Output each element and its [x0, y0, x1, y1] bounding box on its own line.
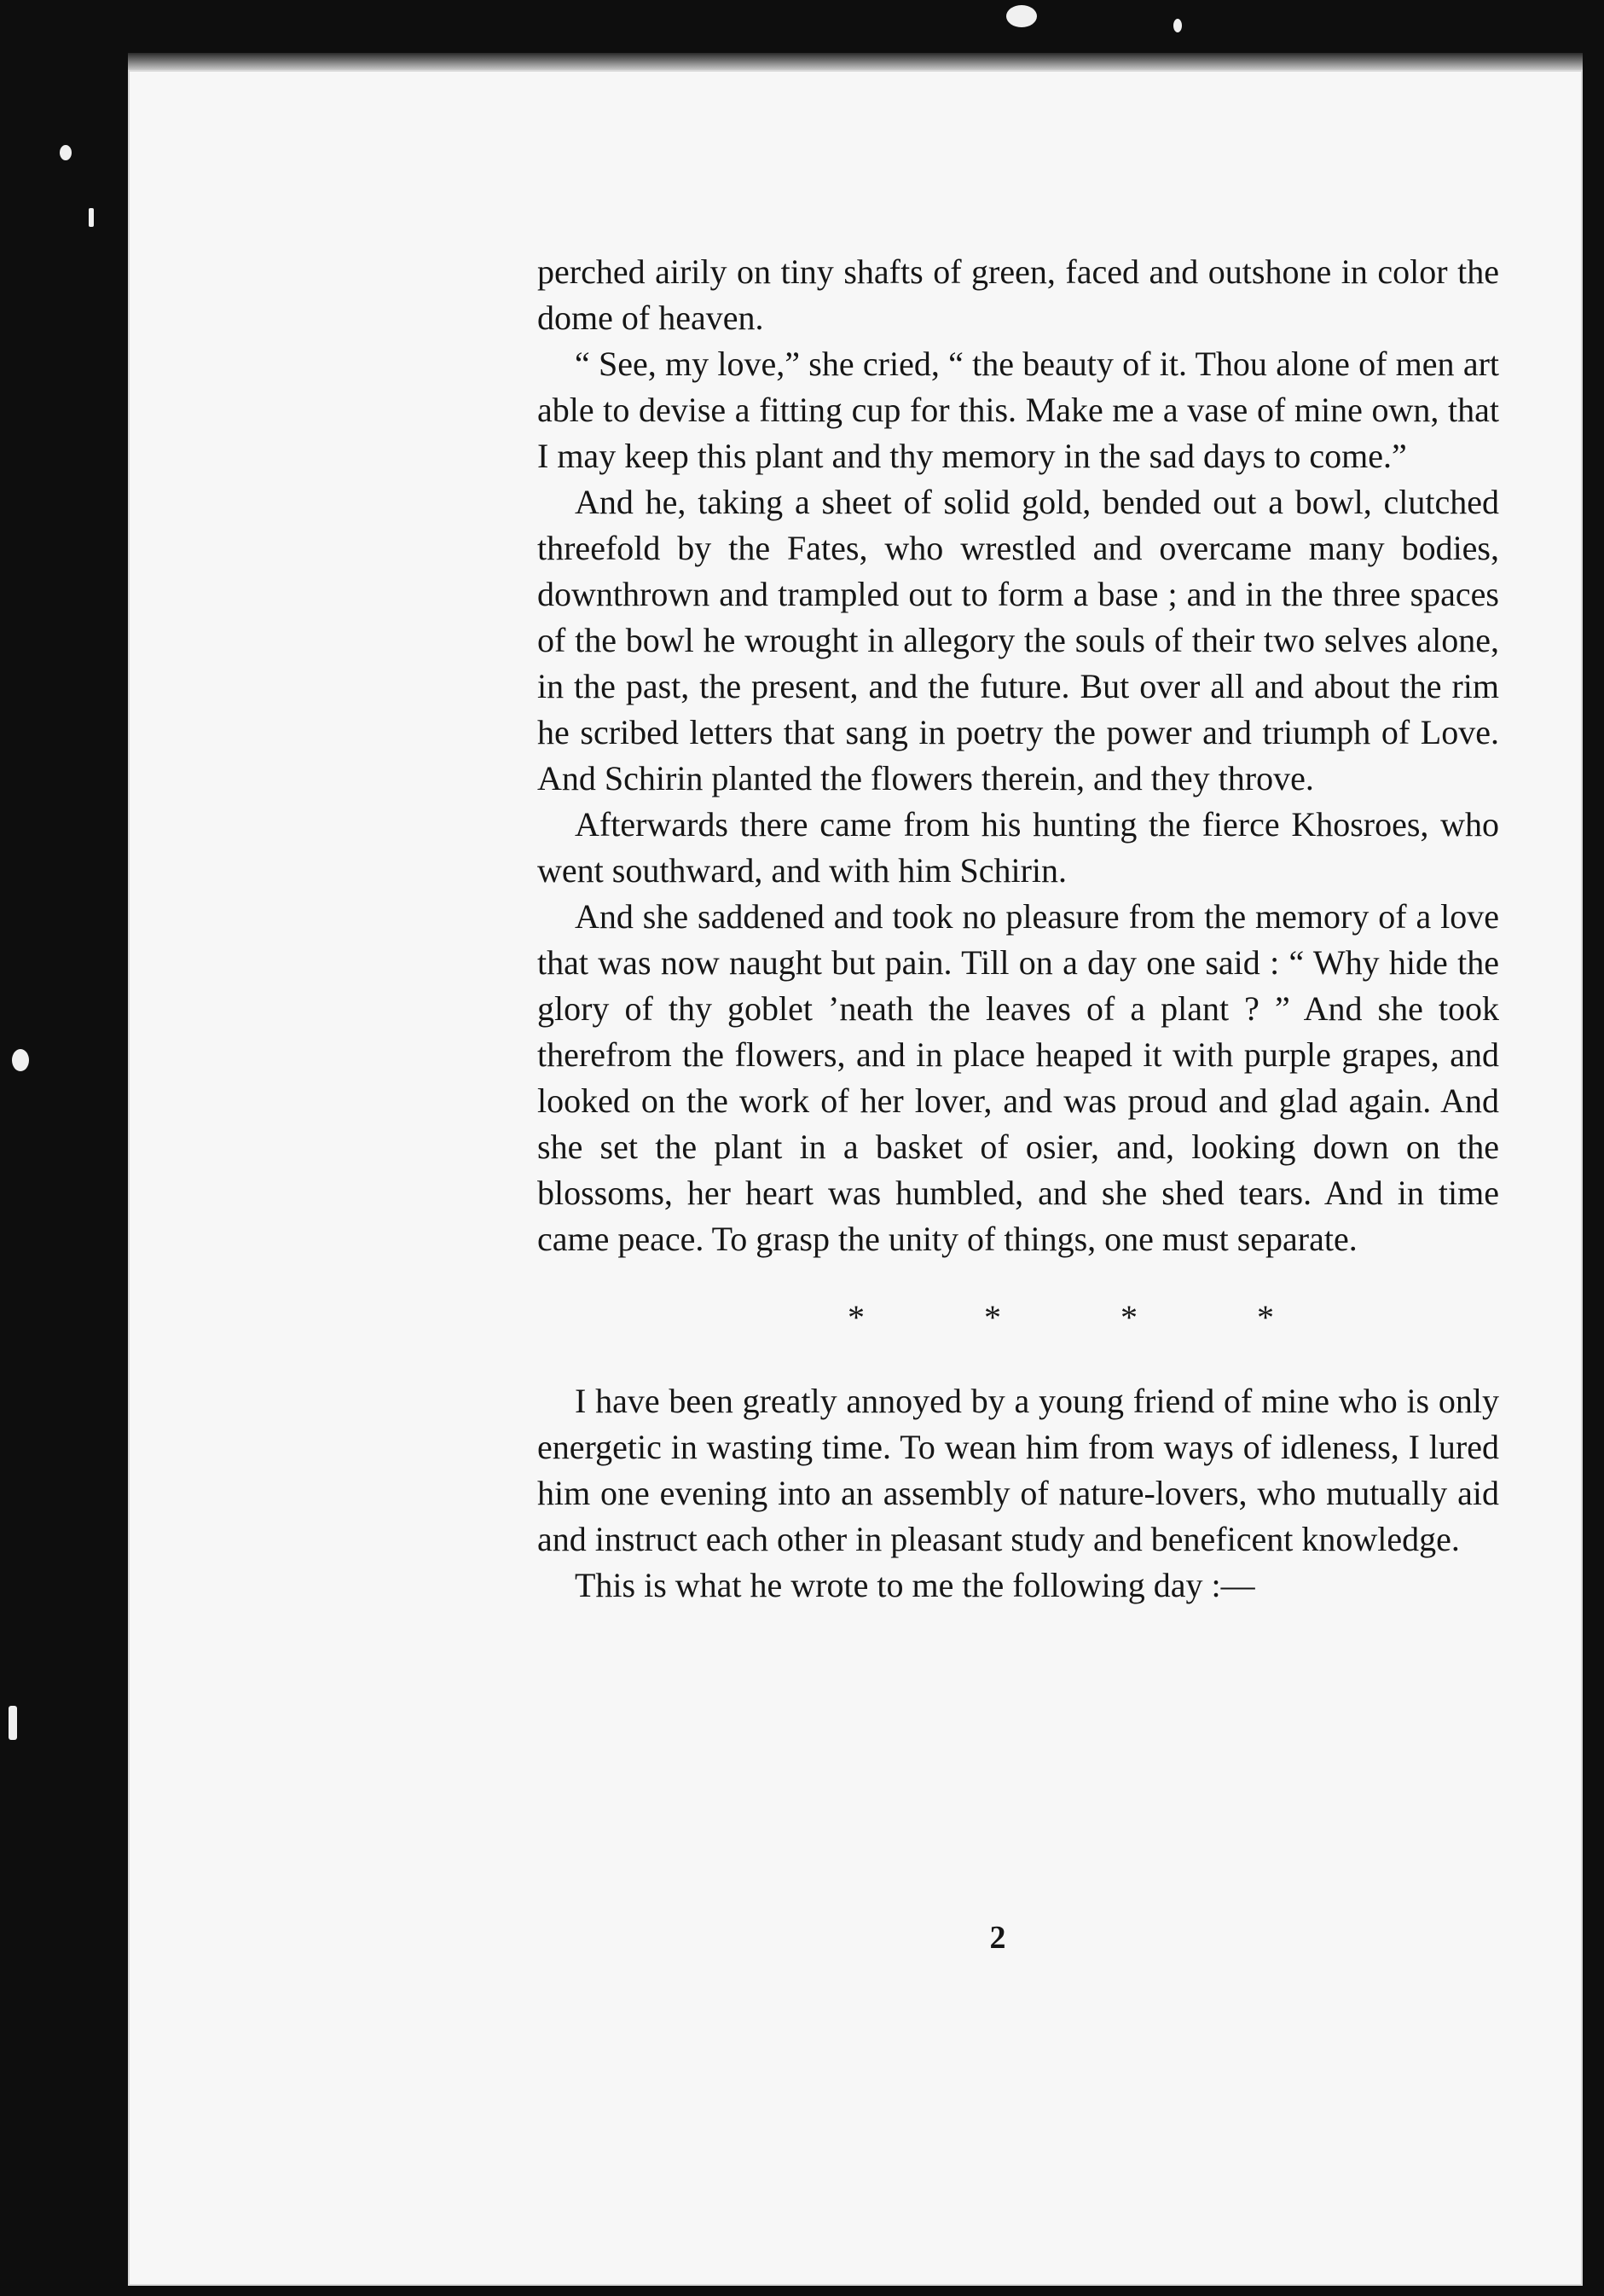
paragraph: And he, taking a sheet of solid gold, bended out a bowl, clutched threefold by the Fates, who wrestled and overcame many bodies, downthrown and trampled out to form a base ; and in the three spaces of the bowl he wrought in allegory the souls of their two selves alone, in the past, the present, and the future. But over all and about the rim he scribed letters that sang in poetry the power and triumph of Love. And Schirin planted the flowers therein, and they throve.	[537, 483, 1499, 797]
section-break-asterism	[537, 1295, 1499, 1341]
paragraph: I have been greatly annoyed by a young friend of mine who is only energetic in wasting time. To wean him from ways of idleness, I lured him one evening into an assembly of nature-lovers, who mutually aid and instruct each other in pleasant study and beneficent knowledge.	[537, 1382, 1499, 1558]
page-number: 2	[989, 1920, 1006, 1956]
dust-speck	[60, 145, 72, 160]
asterisk: *	[1120, 1298, 1138, 1336]
dust-speck	[12, 1049, 29, 1071]
asterisk: *	[1257, 1298, 1274, 1336]
dust-speck	[89, 208, 94, 227]
asterisk: *	[984, 1298, 1001, 1336]
paragraph: perched airily on tiny shafts of green, faced and outshone in color the dome of heaven.	[537, 252, 1499, 337]
dust-speck	[9, 1706, 17, 1740]
dust-speck	[1173, 19, 1182, 32]
dust-speck	[1006, 5, 1037, 27]
paragraph: Afterwards there came from his hunting the fierce Khosroes, who went southward, and with him Schirin.	[537, 805, 1499, 890]
paragraph: This is what he wrote to me the following day :—	[575, 1566, 1255, 1604]
asterisk: *	[848, 1298, 865, 1336]
paragraph: And she saddened and took no pleasure from the memory of a love that was now naught but pain. Till on a day one said : “ Why hide the glory of thy goblet ’neath the leaves of a plant ? ” And she took therefrom the flowers, and in place heaped it with purple grapes, and looked on the work of her lover, and was proud and glad again. And she set the plant in a basket of osier, and, looking down on the blossoms, her heart was humbled, and she shed tears. And in time came peace. To grasp the unity of things, one must separate.	[537, 897, 1499, 1258]
page-body-text	[537, 249, 1499, 1609]
paragraph: “ See, my love,” she cried, “ the beauty of it. Thou alone of men art able to devise a fitting cup for this. Make me a vase of mine own, that I may keep this plant and thy memory in the sad days to come.”	[537, 345, 1499, 475]
